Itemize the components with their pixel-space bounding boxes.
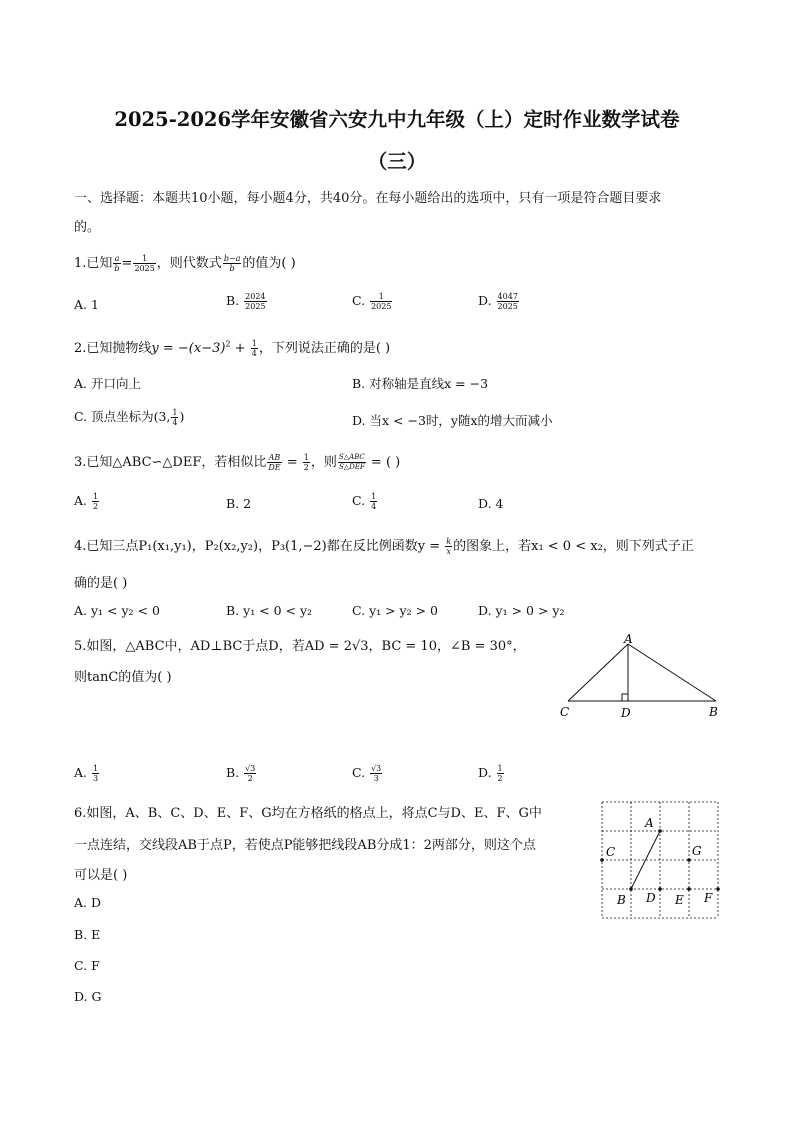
q4-option-c: C. y₁ > y₂ > 0 <box>352 603 439 618</box>
label-e: E <box>675 893 684 907</box>
side-ab <box>628 644 716 701</box>
q6-option-b: B. E <box>74 927 101 942</box>
question-2: 2.已知抛物线$y = -(x-3)^2$ + $\frac{1}{4}$ ，下列说法正确的是( ) <box>74 339 391 358</box>
label-b: B <box>617 893 626 907</box>
point-f <box>716 887 720 891</box>
q3-option-c: C. $\frac{1}{4}$ <box>352 492 377 511</box>
fraction: $\frac{a}{b}$ <box>114 254 120 273</box>
q2-option-d: D. 当x < −3时，y随x的增大而减小 <box>352 413 553 428</box>
label-d: D <box>646 891 656 905</box>
q4-option-b: B. y₁ < 0 < y₂ <box>226 603 313 618</box>
label-b: B <box>709 705 718 719</box>
fraction: $\frac{1}{2025}$ <box>134 254 155 273</box>
question-6-cont-2: 可以是( ) <box>74 868 128 883</box>
label-g: G <box>692 844 702 858</box>
label-c: C <box>560 705 570 719</box>
point-a <box>658 829 662 833</box>
label-d: D <box>621 706 631 720</box>
grid-figure <box>598 798 724 922</box>
q3-option-a: A. $\frac{1}{2}$ <box>74 492 99 511</box>
q6-option-a: A. D <box>74 895 101 910</box>
q1-option-c: C. $\frac{1}{2025}$ <box>352 292 392 311</box>
q6-option-c: C. F <box>74 958 100 973</box>
right-angle-mark <box>622 694 628 701</box>
q2-option-c: C. 顶点坐标为(3, $\frac{1}{4}$ ) <box>74 408 185 427</box>
section-intro: 一、选择题：本题共10小题，每小题4分，共40分。在每小题给出的选项中，只有一项是符合题目要求 <box>74 191 662 206</box>
label-a: A <box>624 632 633 646</box>
q5-option-d: D. $\frac{1}{2}$ <box>478 764 503 783</box>
section-intro-cont: 的。 <box>74 220 101 235</box>
q4-option-a: A. y₁ < y₂ < 0 <box>74 603 160 618</box>
point-c <box>600 858 604 862</box>
q5-option-c: C. $\frac{√3}{3}$ <box>352 764 382 783</box>
question-3: 3.已知△ABC∽△DEF，若相似比 $\frac{AB}{DE}$ = $\frac{1}{2}$ ，则 $\frac{\text{S△ABC}}{\text{S△DEF}}$ = ( ) <box>74 453 401 472</box>
fraction: $\frac{b-a}{b}$ <box>223 254 241 273</box>
side-ca <box>568 644 628 701</box>
q3-option-b: B. 2 <box>226 496 252 511</box>
q3-option-d: D. 4 <box>478 496 504 511</box>
q1-option-a: A. 1 <box>74 297 99 312</box>
q1-option-b: B. $\frac{2024}{2025}$ <box>226 292 266 311</box>
q6-option-d: D. G <box>74 989 102 1004</box>
q5-option-a: A. $\frac{1}{3}$ <box>74 764 99 783</box>
q2-option-a: A. 开口向上 <box>74 376 141 391</box>
q1-option-d: D. $\frac{4047}{2025}$ <box>478 292 518 311</box>
point-e <box>687 887 691 891</box>
question-6: 6.如图，A、B、C、D、E、F、G均在方格纸的格点上，将点C与D、E、F、G中 <box>74 806 542 821</box>
point-g <box>687 858 691 862</box>
question-5: 5.如图，△ABC中，AD⊥BC于点D，若AD = 2√3，BC = 10，∠B = 30°， <box>74 639 526 654</box>
triangle-figure <box>555 632 725 724</box>
question-5-cont: 则tanC的值为( ) <box>74 670 172 685</box>
point-d <box>658 887 662 891</box>
page-subtitle: （三） <box>367 150 427 173</box>
label-c: C <box>606 845 616 859</box>
q4-option-d: D. y₁ > 0 > y₂ <box>478 603 565 618</box>
label-f: F <box>704 891 713 905</box>
question-1: 1.已知 $\frac{a}{b}$ = $\frac{1}{2025}$ ，则代数式 $\frac{b-a}{b}$ 的值为( ) <box>74 254 296 273</box>
q5-option-b: B. $\frac{√3}{2}$ <box>226 764 256 783</box>
point-b <box>629 887 633 891</box>
label-a: A <box>645 816 654 830</box>
page-title: 2025-2026学年安徽省六安九中九年级（上）定时作业数学试卷 <box>114 108 680 131</box>
question-4: 4.已知三点P₁(x₁,y₁)，P₂(x₂,y₂)，P₃(1,−2)都在反比例函数y = $\frac{k}{x}$ 的图象上，若x₁ < 0 < x₂，则下列式子正 <box>74 537 694 556</box>
question-6-cont: 一点连结，交线段AB于点P，若使点P能够把线段AB分成1：2两部分，则这个点 <box>74 838 536 853</box>
q2-option-b: B. 对称轴是直线x = −3 <box>352 376 489 391</box>
question-4-cont: 确的是( ) <box>74 576 128 591</box>
